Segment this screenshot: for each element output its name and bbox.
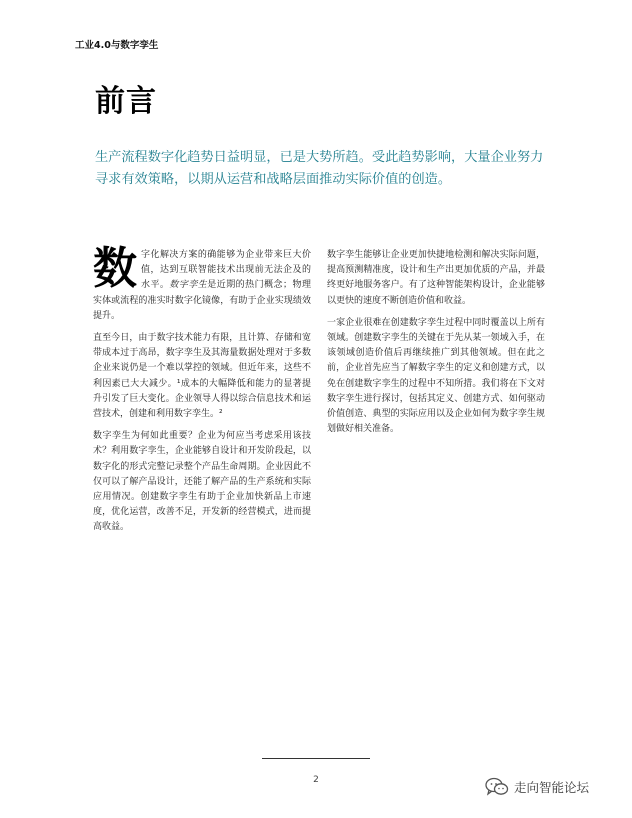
paragraph-2: 直至今日，由于数字技术能力有限，且计算、存储和宽带成本过于高昂，数字孪生及其海量数据处理对于多数企业来说仍是一个难以掌控的领域。但近年来，这些不利因素已大大减少。¹成本的大幅降低和能力的显著提升引发了巨大变化。企业领导人得以综合信息技术和运营技术，创建和利用数字孪生。² <box>93 333 311 420</box>
intro-paragraph: 生产流程数字化趋势日益明显，已是大势所趋。受此趋势影响，大量企业努力寻求有效策略，以期从运营和战略层面推动实际价值的创造。 <box>95 150 544 187</box>
page-title: 前言 <box>95 84 157 119</box>
paragraph-1-italic: 数字孪生 <box>169 280 208 291</box>
footer-rule <box>262 758 370 759</box>
running-header: 工业4.0与数字孪生 <box>75 40 159 51</box>
right-column <box>327 248 545 444</box>
paragraph-1-body: 字化解决方案的确能够为企业带来巨大价值，达到互联智能技术出现前无法企及的水平。 <box>141 250 311 291</box>
wechat-icon <box>485 777 509 797</box>
page-number: 2 <box>313 775 319 785</box>
paragraph-1 <box>93 243 311 324</box>
drop-cap: 数 <box>93 243 137 294</box>
paragraph-4: 数字孪生能够让企业更加快捷地检测和解决实际问题，提高预测精准度，设计和生产出更加优质的产品，并最终更好地服务客户。有了这种智能架构设计，企业能够以更快的速度不断创造价值和收益。 <box>327 250 545 306</box>
paragraph-3: 数字孪生为何如此重要？企业为何应当考虑采用该技术？利用数字孪生，企业能够自设计和开发阶段起，以数字化的形式完整记录整个产品生命周期。企业因此不仅可以了解产品设计，还能了解产品的生产系统和实际应用情况。创建数字孪生有助于企业加快新品上市速度，优化运营，改善不足，开发新的经营模式，进而提高收益。 <box>93 431 311 533</box>
watermark <box>485 777 589 797</box>
paragraph-5: 一家企业很难在创建数字孪生过程中同时覆盖以上所有领域。创建数字孪生的关键在于先从某一领域入手，在该领域创造价值后再继续推广到其他领域。但在此之前，企业首先应当了解数字孪生的定义和创建方式，以免在创建数字孪生的过程中不知所措。我们将在下文对数字孪生进行探讨，包括其定义、创建方式、如何驱动价值创造、典型的实际应用以及企业如何为数字孪生规划做好相关准备。 <box>327 317 545 435</box>
paragraph-1-rest: 是近期的热门概念；物理实体或流程的准实时数字化镜像，有助于企业实现绩效提升。 <box>93 280 311 321</box>
watermark-text: 走向智能论坛 <box>514 780 590 795</box>
left-column <box>93 243 311 543</box>
